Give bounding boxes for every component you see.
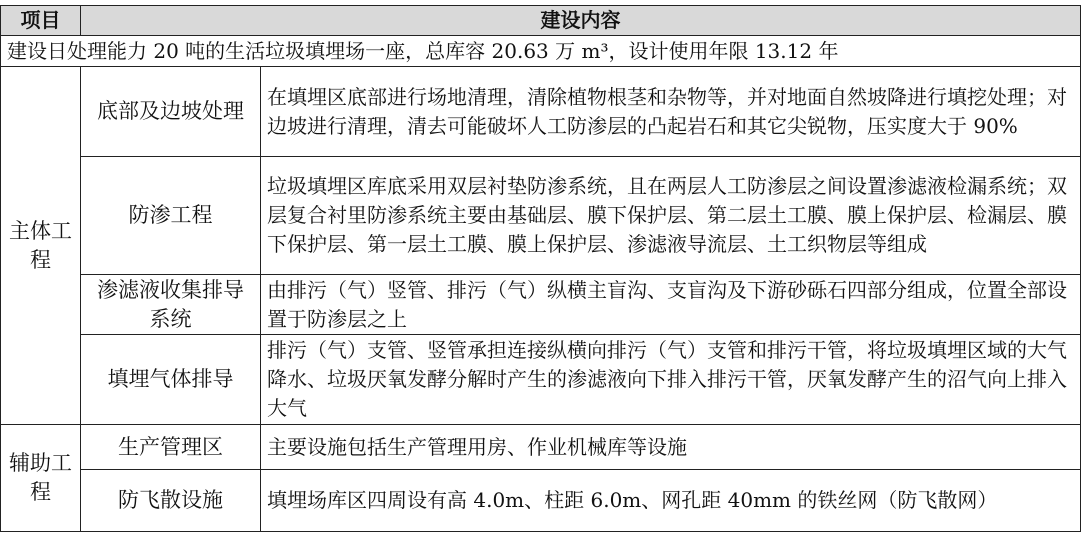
category-main-works: 主体工程 xyxy=(1,67,81,425)
table-row xyxy=(1,470,1081,532)
item-label: 防飞散设施 xyxy=(81,470,261,532)
header-row xyxy=(1,6,1081,36)
item-label: 填埋气体排导 xyxy=(81,335,261,425)
item-content: 由排污（气）竖管、排污（气）纵横主盲沟、支盲沟及下游砂砾石四部分组成，位置全部设置于防渗层之上 xyxy=(261,275,1081,335)
item-label: 防渗工程 xyxy=(81,157,261,275)
construction-content-table xyxy=(0,5,1081,532)
item-content: 在填埋区底部进行场地清理，清除植物根茎和杂物等，并对地面自然坡降进行填挖处理；对边坡进行清理，清去可能破坏人工防渗层的凸起岩石和其它尖锐物，压实度大于 90% xyxy=(261,67,1081,157)
category-auxiliary-works: 辅助工程 xyxy=(1,425,81,532)
table-row xyxy=(1,425,1081,470)
header-content: 建设内容 xyxy=(81,6,1081,36)
table-row xyxy=(1,157,1081,275)
item-content: 填埋场库区四周设有高 4.0m、柱距 6.0m、网孔距 40mm 的铁丝网（防飞散网） xyxy=(261,470,1081,532)
item-content: 垃圾填埋区库底采用双层衬垫防渗系统，且在两层人工防渗层之间设置渗滤液检漏系统；双层复合衬里防渗系统主要由基础层、膜下保护层、第二层土工膜、膜上保护层、检漏层、膜下保护层、第一层土工膜、膜上保护层、渗滤液导流层、土工织物层等组成 xyxy=(261,157,1081,275)
header-project: 项目 xyxy=(1,6,81,36)
table-row xyxy=(1,335,1081,425)
table-row xyxy=(1,67,1081,157)
summary-row xyxy=(1,36,1081,67)
table-row xyxy=(1,275,1081,335)
item-content: 排污（气）支管、竖管承担连接纵横向排污（气）支管和排污干管，将垃圾填埋区域的大气降水、垃圾厌氧发酵分解时产生的渗滤液向下排入排污干管，厌氧发酵产生的沼气向上排入大气 xyxy=(261,335,1081,425)
summary-text: 建设日处理能力 20 吨的生活垃圾填埋场一座，总库容 20.63 万 m³，设计使用年限 13.12 年 xyxy=(1,36,1081,67)
item-label: 底部及边坡处理 xyxy=(81,67,261,157)
item-content: 主要设施包括生产管理用房、作业机械库等设施 xyxy=(261,425,1081,470)
item-label: 渗滤液收集排导系统 xyxy=(81,275,261,335)
item-label: 生产管理区 xyxy=(81,425,261,470)
